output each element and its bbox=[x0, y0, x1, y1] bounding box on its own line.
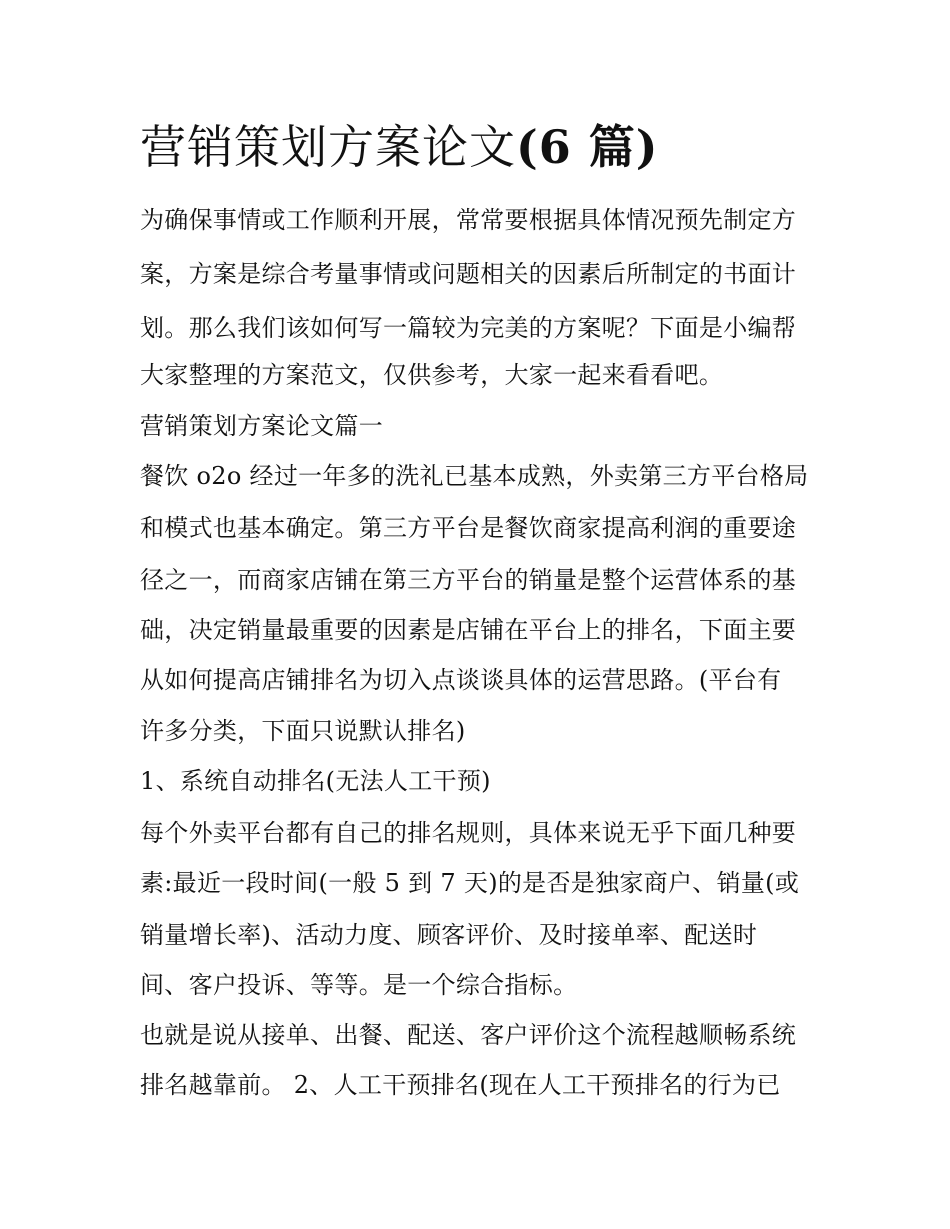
body-line: 素:最近一段时间(一般 5 到 7 天)的是否是独家商户、销量(或 bbox=[140, 869, 800, 897]
body-line: 间、客户投诉、等等。是一个综合指标。 bbox=[140, 971, 578, 999]
body-line: 为确保事情或工作顺利开展，常常要根据具体情况预先制定方 bbox=[140, 206, 797, 234]
body-line: 餐饮 o2o 经过一年多的洗礼已基本成熟，外卖第三方平台格局 bbox=[140, 462, 809, 490]
body-line: 排名越靠前。 2、人工干预排名(现在人工干预排名的行为已 bbox=[140, 1071, 781, 1099]
title-suffix: (6 篇) bbox=[516, 120, 659, 174]
body-line: 案，方案是综合考量事情或问题相关的因素后所制定的书面计 bbox=[140, 260, 797, 288]
body-line: 销量增长率)、活动力度、顾客评价、及时接单率、配送时 bbox=[140, 921, 758, 949]
title-main: 营销策划方案论文 bbox=[140, 120, 516, 174]
body-line: 划。那么我们该如何写一篇较为完美的方案呢？下面是小编帮 bbox=[140, 314, 797, 342]
body-line: 径之一，而商家店铺在第三方平台的销量是整个运营体系的基 bbox=[140, 566, 797, 594]
numbered-item: 1、系统自动排名(无法人工干预) bbox=[140, 767, 491, 795]
body-line: 础，决定销量最重要的因素是店铺在平台上的排名，下面主要 bbox=[140, 616, 797, 644]
body-line: 大家整理的方案范文，仅供参考，大家一起来看看吧。 bbox=[140, 361, 724, 389]
body-line: 从如何提高店铺排名为切入点谈谈具体的运营思路。(平台有 bbox=[140, 666, 782, 694]
body-line: 许多分类，下面只说默认排名) bbox=[140, 717, 466, 745]
body-line: 也就是说从接单、出餐、配送、客户评价这个流程越顺畅系统 bbox=[140, 1021, 797, 1049]
body-line: 每个外卖平台都有自己的排名规则，具体来说无乎下面几种要 bbox=[140, 819, 797, 847]
document-title bbox=[140, 116, 820, 178]
section-heading: 营销策划方案论文篇一 bbox=[140, 412, 383, 440]
body-line: 和模式也基本确定。第三方平台是餐饮商家提高利润的重要途 bbox=[140, 514, 797, 542]
